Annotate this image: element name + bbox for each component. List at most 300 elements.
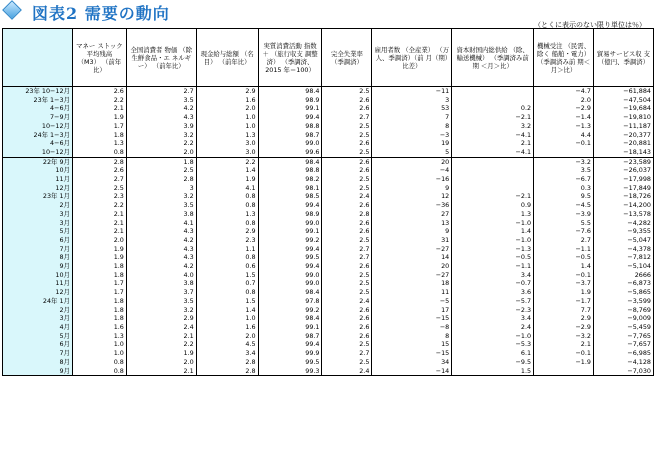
table-cell: −0.1 [534,139,594,148]
table-cell: 99.3 [258,367,322,376]
table-cell: −61,884 [593,87,653,96]
table-row [3,245,654,254]
header-cell-money-stock: マネー ストック 平均残高 （M3） （前年比） [72,29,126,87]
table-cell: −3.9 [534,210,594,219]
table-cell: 2.7 [126,87,196,96]
table-cell: −2.3 [452,306,534,315]
table-row [3,166,654,175]
table-cell: 2.5 [72,184,126,193]
table-cell: −4.1 [452,131,534,140]
table-cell: 9 [372,184,452,193]
table-cell: 3.5 [534,166,594,175]
table-cell: 2.4 [322,297,372,306]
row-label: 7−9月 [3,113,73,122]
table-cell: 1.8 [72,131,126,140]
table-cell: 2.4 [452,323,534,332]
table-cell: 1.5 [196,271,258,280]
table-cell [452,184,534,193]
table-cell: −1.3 [452,245,534,254]
table-cell: 2.8 [196,358,258,367]
table-cell: 4.2 [126,104,196,113]
table-cell: 99.1 [258,323,322,332]
table-cell: −27 [372,271,452,280]
table-cell: −13,578 [593,210,653,219]
table-cell: 2.4 [126,323,196,332]
table-cell: 1.3 [72,139,126,148]
table-cell: 99.0 [258,219,322,228]
table-cell: −16 [372,175,452,184]
table-row [3,367,654,376]
table-cell: 99.1 [258,104,322,113]
table-cell: −9,009 [593,314,653,323]
table-cell: 0.7 [196,279,258,288]
row-label: 2月 [3,306,73,315]
table-cell: 2.6 [322,306,372,315]
row-label: 9月 [3,262,73,271]
table-row [3,332,654,341]
table-cell: 53 [372,104,452,113]
table-cell [534,367,594,376]
row-label: 23年 1−3月 [3,96,73,105]
table-cell: −0.1 [534,271,594,280]
table-cell: −15 [372,314,452,323]
table-cell: 99.6 [258,148,322,157]
table-cell: 98.9 [258,96,322,105]
table-cell: 2.1 [126,332,196,341]
table-cell: 0.8 [196,219,258,228]
table-cell: 20 [372,262,452,271]
table-cell: 1.8 [72,271,126,280]
table-cell: −17,849 [593,184,653,193]
table-cell: −20,377 [593,131,653,140]
table-cell: −4,128 [593,358,653,367]
table-cell: 13 [372,219,452,228]
header-row [3,29,654,87]
table-cell: −7,812 [593,253,653,262]
table-cell: −0.7 [452,279,534,288]
table-cell: 0.9 [452,201,534,210]
table-cell: −19,684 [593,104,653,113]
table-cell: 98.7 [258,131,322,140]
table-cell: 19 [372,139,452,148]
table-cell: 14 [372,253,452,262]
table-cell: 1.0 [196,122,258,131]
row-label: 3月 [3,314,73,323]
table-cell: 98.5 [258,192,322,201]
table-cell: 0.6 [196,262,258,271]
table-cell: 1.6 [196,323,258,332]
table-cell: −5.3 [452,340,534,349]
row-label: 3月 [3,219,73,228]
table-cell [452,175,534,184]
table-row [3,297,654,306]
header-cell-employees: 雇用者数 （全産業） （万人、季調済）（前 月（期）比差） [372,29,452,87]
table-cell: 4.1 [126,219,196,228]
table-cell: 1.5 [452,367,534,376]
table-cell: 2.6 [322,104,372,113]
table-cell: 2.8 [72,157,126,166]
table-cell: 2.4 [322,192,372,201]
table-cell: −7,030 [593,367,653,376]
table-cell: 2.5 [322,340,372,349]
row-label: 6月 [3,236,73,245]
row-label: 23年 10−12月 [3,87,73,96]
table-cell: 1.9 [72,113,126,122]
row-label: 10−12月 [3,122,73,131]
table-cell: 4.4 [534,131,594,140]
row-label: 5月 [3,332,73,341]
table-cell: −14 [372,367,452,376]
table-cell: 2.9 [196,227,258,236]
table-cell: 2.7 [322,253,372,262]
row-label: 12月 [3,184,73,193]
table-cell: 9.5 [534,192,594,201]
table-cell: 2.5 [322,184,372,193]
table-cell: −1.1 [534,245,594,254]
table-cell: 34 [372,358,452,367]
row-label: 5月 [3,227,73,236]
table-cell: 97.8 [258,297,322,306]
table-cell: 0.2 [452,104,534,113]
table-cell: 3.0 [196,148,258,157]
table-cell: −8,769 [593,306,653,315]
table-cell: −1.3 [534,122,594,131]
table-cell: −4,378 [593,245,653,254]
table-cell: 2.6 [322,166,372,175]
table-cell: 3.0 [196,139,258,148]
table-cell: −5,459 [593,323,653,332]
table-cell: 15 [372,340,452,349]
table-cell: 2.8 [126,175,196,184]
row-label: 24年 1−3月 [3,131,73,140]
table-cell: 2666 [593,271,653,280]
table-cell: 2.8 [322,210,372,219]
table-cell: 99.4 [258,340,322,349]
table-cell: 1.8 [72,314,126,323]
row-label: 12月 [3,288,73,297]
diamond-bullet-icon [2,0,22,20]
table-row [3,236,654,245]
table-cell: 2.6 [322,332,372,341]
table-cell: −0.5 [452,253,534,262]
table-cell: 2.7 [534,236,594,245]
table-cell: −47,504 [593,96,653,105]
table-cell: −2.1 [452,113,534,122]
table-cell: 3.4 [452,314,534,323]
row-label: 9月 [3,367,73,376]
table-cell: −5,104 [593,262,653,271]
table-cell: −8 [372,323,452,332]
table-cell: 0.8 [196,253,258,262]
table-cell: 1.4 [196,166,258,175]
table-cell: 18 [372,279,452,288]
table-row [3,271,654,280]
table-cell: 99.0 [258,271,322,280]
table-row [3,288,654,297]
table-cell: −3,599 [593,297,653,306]
table-cell: 1.3 [452,210,534,219]
table-cell: 0.8 [196,201,258,210]
table-cell: 12 [372,192,452,201]
table-cell: 2.0 [196,104,258,113]
table-cell: 3.8 [126,279,196,288]
table-cell: 3.5 [126,201,196,210]
table-cell: 5.5 [534,219,594,228]
table-cell: 3.5 [126,297,196,306]
table-cell: 31 [372,236,452,245]
table-cell: −1.0 [452,236,534,245]
table-cell: 8 [372,332,452,341]
table-cell: 2.7 [322,113,372,122]
table-cell: 1.4 [452,227,534,236]
table-cell: −0.5 [534,253,594,262]
table-cell: −11,187 [593,122,653,131]
table-cell: 98.4 [258,288,322,297]
table-cell: 1.9 [534,288,594,297]
table-cell: 99.0 [258,279,322,288]
table-cell: 2.6 [72,87,126,96]
table-cell: 98.7 [258,332,322,341]
table-cell: 2.3 [72,192,126,201]
table-cell: −6,985 [593,349,653,358]
table-cell: −18,143 [593,148,653,157]
table-cell: 1.6 [72,323,126,332]
table-cell: 99.0 [258,139,322,148]
table-cell [452,157,534,166]
table-cell: 1.8 [126,157,196,166]
table-cell: 0.3 [534,184,594,193]
table-cell: −1.1 [452,262,534,271]
table-cell: 4.3 [126,113,196,122]
table-cell: 2.5 [322,87,372,96]
table-cell: 99.4 [258,113,322,122]
table-cell: 4.3 [126,227,196,236]
table-cell: 2.5 [322,148,372,157]
table-cell: 3.4 [196,349,258,358]
table-cell: 2.5 [322,175,372,184]
table-cell: 2.2 [72,96,126,105]
table-cell: −6.7 [534,175,594,184]
table-cell: 4.2 [126,236,196,245]
table-cell: 3.4 [452,271,534,280]
table-cell: −4.5 [534,201,594,210]
table-cell: −9.5 [452,358,534,367]
table-cell: 98.4 [258,314,322,323]
table-cell: 7 [372,113,452,122]
table-row [3,104,654,113]
table-cell: 2.1 [72,219,126,228]
table-cell: 1.9 [72,253,126,262]
table-cell: 0.8 [72,148,126,157]
table-row [3,314,654,323]
table-cell: −1.0 [452,219,534,228]
table-cell: 2.1 [452,139,534,148]
table-cell: 3.2 [126,131,196,140]
unit-note: （とくに表示のない限り単位は％） [534,21,646,29]
table-cell: 1.0 [72,349,126,358]
table-row [3,349,654,358]
table-cell: 2.6 [322,201,372,210]
table-cell: 2.6 [322,262,372,271]
table-cell: −23,589 [593,157,653,166]
table-cell: 0.8 [72,358,126,367]
table-row [3,131,654,140]
table-cell: 1.5 [196,297,258,306]
table-cell: 2.6 [322,227,372,236]
table-cell: 1.3 [196,210,258,219]
table-cell: 0.8 [196,288,258,297]
table-row [3,306,654,315]
table-cell: 98.9 [258,210,322,219]
table-cell: 3.6 [452,288,534,297]
table-row [3,262,654,271]
table-cell: −5,865 [593,288,653,297]
table-cell: 1.7 [72,122,126,131]
table-cell: −7.6 [534,227,594,236]
table-row [3,201,654,210]
header-cell-unemployment: 完全失業率 （季調済） [322,29,372,87]
table-cell: 99.2 [258,236,322,245]
table-row [3,113,654,122]
table-cell: 2.6 [322,314,372,323]
table-cell: 0.8 [72,367,126,376]
table-cell: 3.7 [126,288,196,297]
table-cell: −2.9 [534,104,594,113]
demand-table [2,28,654,376]
table-cell: 2.5 [322,279,372,288]
table-cell: 2.7 [322,245,372,254]
table-cell [452,166,534,175]
table-cell: 3 [126,184,196,193]
table-cell: 2.5 [322,122,372,131]
row-label: 3月 [3,210,73,219]
table-cell: 1.0 [72,340,126,349]
table-cell: 1.9 [196,175,258,184]
table-cell: 2.0 [196,332,258,341]
table-cell: 99.5 [258,253,322,262]
table-cell: 1.6 [196,96,258,105]
table-row [3,122,654,131]
row-label: 4月 [3,323,73,332]
table-cell: 2.6 [72,166,126,175]
table-cell: 98.8 [258,122,322,131]
table-cell: 1.8 [72,297,126,306]
table-cell: 5 [372,148,452,157]
table-cell: 4.3 [126,245,196,254]
table-cell: 1.0 [196,314,258,323]
row-label: 11月 [3,279,73,288]
row-label: 22年 9月 [3,157,73,166]
table-cell: 2.7 [322,349,372,358]
table-cell: −19,810 [593,113,653,122]
table-cell: 2.1 [72,227,126,236]
table-cell: −5,047 [593,236,653,245]
table-cell: 99.4 [258,245,322,254]
row-label: 10月 [3,271,73,280]
table-cell: 3.8 [126,210,196,219]
table-cell: −11 [372,87,452,96]
table-cell: 2.6 [322,139,372,148]
header-cell-machinery-orders: 機械受注 （民需、除く 船舶・電力） （季調済み前 期＜月＞比） [534,29,594,87]
table-row [3,210,654,219]
table-cell: 6.1 [452,349,534,358]
row-label: 7月 [3,349,73,358]
table-cell: 99.9 [258,349,322,358]
table-body [3,87,654,376]
table-cell: 2.5 [126,166,196,175]
row-label: 2月 [3,201,73,210]
table-cell: −9,355 [593,227,653,236]
table-cell: 2.8 [196,367,258,376]
row-label: 4−6月 [3,139,73,148]
table-row [3,175,654,184]
table-cell: −15 [372,349,452,358]
table-cell: −36 [372,201,452,210]
row-label: 4−6月 [3,104,73,113]
table-row [3,184,654,193]
table-cell: 99.1 [258,227,322,236]
header-cell-period [3,29,73,87]
table-cell: 99.4 [258,262,322,271]
table-cell: −20,881 [593,139,653,148]
table-cell: 7.7 [534,306,594,315]
table-row [3,192,654,201]
title-bar [0,0,654,23]
table-row [3,279,654,288]
table-cell: 2.5 [322,271,372,280]
table-cell: 2.5 [322,236,372,245]
table-cell: −2.1 [452,192,534,201]
table-cell [452,96,534,105]
table-cell: 3 [372,96,452,105]
table-row [3,157,654,166]
table-cell: 1.9 [126,349,196,358]
table-cell: −1.4 [534,113,594,122]
table-cell: 2.4 [322,367,372,376]
table-cell: 3.2 [126,192,196,201]
table-row [3,340,654,349]
table-cell: 4.0 [126,271,196,280]
table-cell: 2.2 [196,157,258,166]
table-cell: 2.7 [72,175,126,184]
table-cell: 2.1 [534,340,594,349]
table-cell: 2.6 [322,323,372,332]
table-row [3,148,654,157]
table-cell: 98.2 [258,175,322,184]
table-cell: −17,998 [593,175,653,184]
table-cell: 2.3 [196,236,258,245]
table-cell: 20 [372,157,452,166]
table-cell: 2.2 [72,201,126,210]
row-label: 6月 [3,340,73,349]
table-cell: 4.3 [126,253,196,262]
table-cell: 2.9 [126,314,196,323]
row-label: 10−12月 [3,148,73,157]
table-cell: 1.9 [72,245,126,254]
table-cell: −1.7 [534,297,594,306]
table-cell: −1.0 [452,332,534,341]
table-cell: 98.4 [258,87,322,96]
row-label: 8月 [3,358,73,367]
table-cell: 2.6 [322,157,372,166]
table-cell: −3 [372,131,452,140]
table-cell: 2.0 [72,236,126,245]
table-cell: 2.0 [126,358,196,367]
table-cell: 4.5 [196,340,258,349]
table-cell: 1.4 [196,306,258,315]
table-cell: 3.2 [126,306,196,315]
row-label: 10月 [3,166,73,175]
